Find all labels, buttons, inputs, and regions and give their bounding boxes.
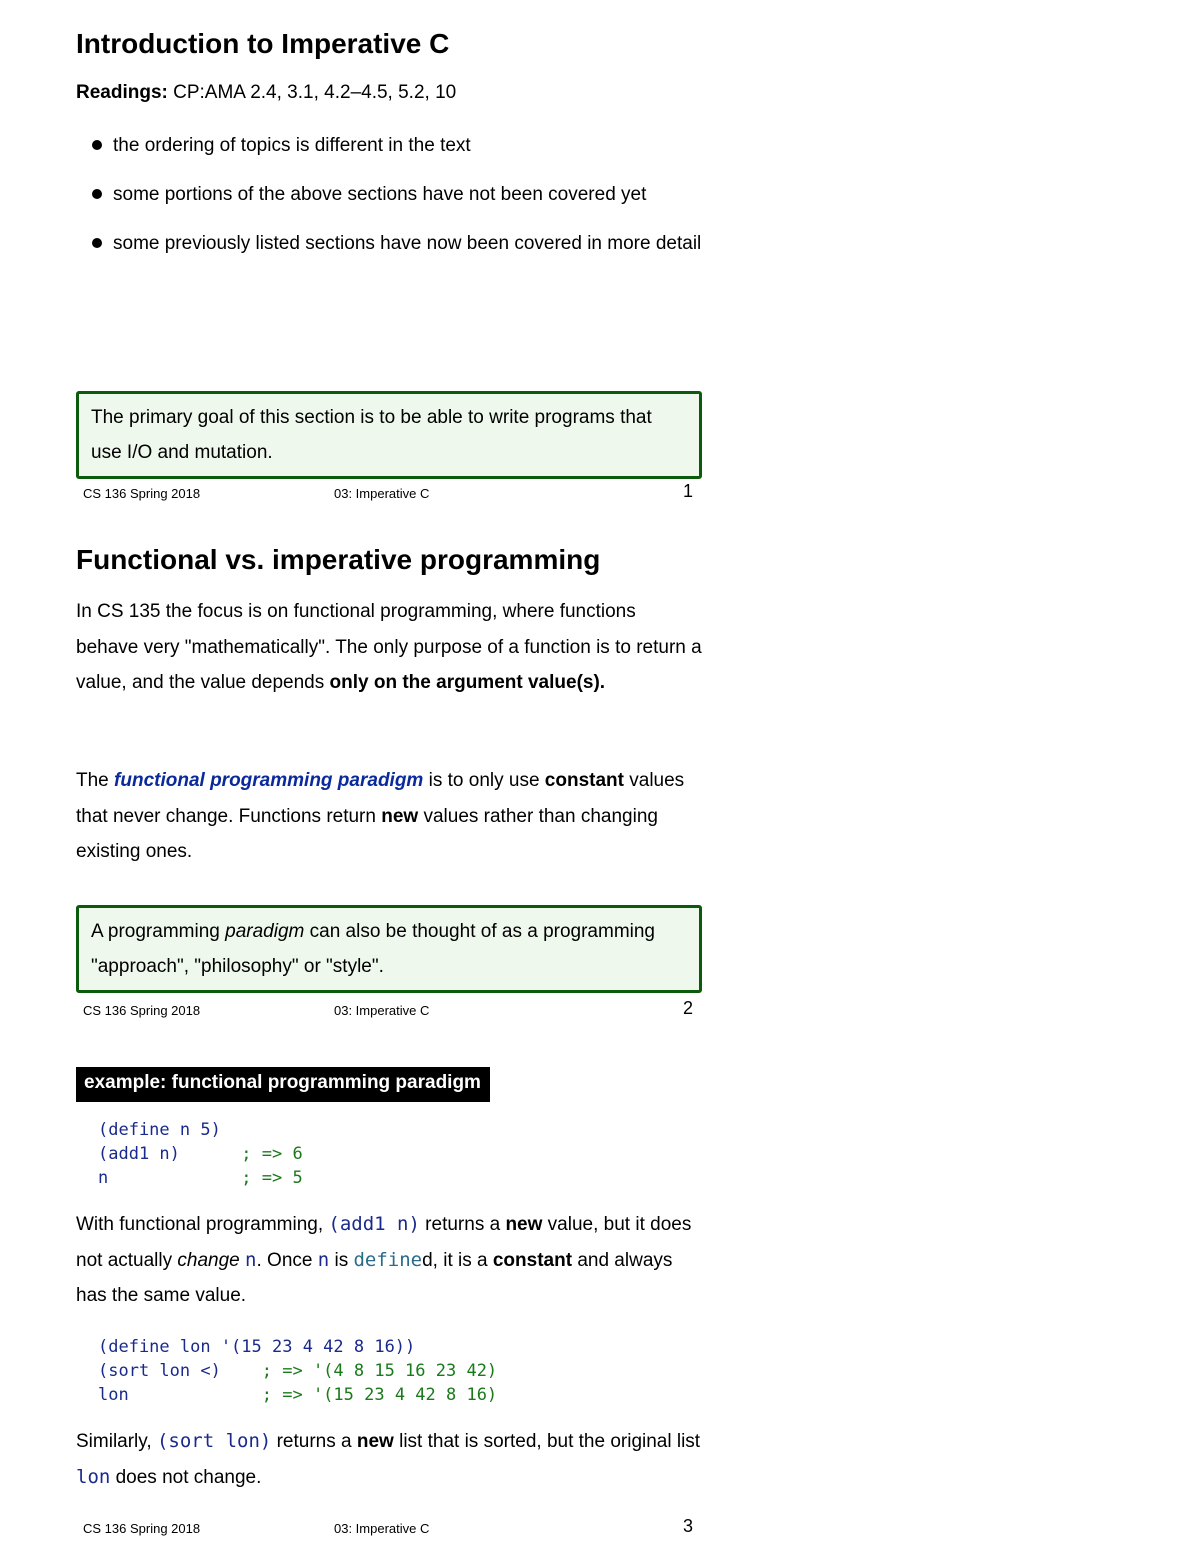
text-run: A programming xyxy=(91,921,226,942)
code-line xyxy=(98,1144,303,1164)
slide-1-footer xyxy=(83,481,693,504)
text-run: d, it is a xyxy=(422,1249,493,1271)
code-line xyxy=(98,1361,497,1381)
code-block-1 xyxy=(98,1118,303,1190)
slide-1-title: Introduction to Imperative C xyxy=(76,28,450,59)
footer-topic: 03: Imperative C xyxy=(334,1003,430,1018)
slide-2-title: Functional vs. imperative programming xyxy=(76,544,601,575)
footer-topic: 03: Imperative C xyxy=(334,486,430,501)
text-run: does not change. xyxy=(110,1466,262,1488)
bullet-dot-icon xyxy=(92,238,102,248)
code-block-2 xyxy=(98,1335,497,1407)
code-text: (define n 5) xyxy=(98,1120,221,1140)
footer-topic: 03: Imperative C xyxy=(334,1521,430,1536)
code-line xyxy=(98,1120,221,1140)
code-text: (define lon '(15 23 4 42 8 16)) xyxy=(98,1337,416,1357)
bold-text: new xyxy=(356,1431,394,1452)
inline-code: lon xyxy=(76,1465,111,1488)
code-comment: ; => 5 xyxy=(241,1168,303,1188)
bullet-text: the ordering of topics is different in the text xyxy=(113,135,471,156)
footer-course: CS 136 Spring 2018 xyxy=(83,486,201,501)
text-run: . Once xyxy=(256,1249,318,1271)
bullet-text: some portions of the above sections have not been covered yet xyxy=(113,184,647,205)
slide-2-paragraph-1 xyxy=(76,594,702,701)
text-run: and always has the same value. xyxy=(76,1249,673,1306)
text-run: can also be thought of as a programming "approach", "philosophy" or "style". xyxy=(91,921,655,977)
bold-text: new xyxy=(505,1214,543,1235)
bold-text: new xyxy=(381,805,419,827)
slide-2-paragraph-2 xyxy=(76,763,702,870)
code-line xyxy=(98,1168,303,1188)
bullet-text: some previously listed sections have now been covered in more detail xyxy=(113,233,702,254)
code-text: (sort lon <) xyxy=(98,1361,262,1381)
text-run: list that is sorted, but the original list xyxy=(393,1431,701,1452)
slide-3-paragraph-1 xyxy=(76,1207,702,1314)
text-run: returns a xyxy=(419,1214,506,1235)
footer-course: CS 136 Spring 2018 xyxy=(83,1003,201,1018)
text-run: With functional programming, xyxy=(76,1214,329,1235)
slide-1-bullet-list xyxy=(76,128,702,275)
keyword-highlight: functional programming paradigm xyxy=(114,770,424,791)
callout-text: The primary goal of this section is to be able to write programs that use I/O and mutation. xyxy=(91,407,652,463)
list-item xyxy=(76,177,702,212)
slide-3-example-banner: example: functional programming paradigm xyxy=(76,1067,490,1102)
slide-2-footer xyxy=(83,998,693,1021)
readings-line xyxy=(76,82,456,104)
italic-text: change xyxy=(177,1249,240,1271)
bullet-dot-icon xyxy=(92,189,102,199)
inline-code-keyword: define xyxy=(353,1248,423,1271)
bold-text: only on the argument value(s). xyxy=(329,672,606,693)
code-text: lon xyxy=(98,1385,262,1405)
readings-label: Readings: xyxy=(76,82,168,103)
code-line xyxy=(98,1337,415,1357)
readings-value: CP:AMA 2.4, 3.1, 4.2–4.5, 5.2, 10 xyxy=(167,82,457,103)
text-run: values that never change. Functions return xyxy=(76,770,685,827)
slide-2-callout-box xyxy=(76,905,702,993)
italic-text: paradigm xyxy=(225,921,305,942)
inline-code: n xyxy=(317,1248,330,1271)
code-text: n xyxy=(98,1168,242,1188)
footer-page-number: 2 xyxy=(682,998,693,1018)
text-run: is xyxy=(329,1249,354,1271)
text-run: Similarly, xyxy=(76,1431,157,1452)
text-run: values rather than changing existing ones. xyxy=(76,805,658,862)
footer-course: CS 136 Spring 2018 xyxy=(83,1521,201,1536)
list-item xyxy=(76,128,702,163)
list-item xyxy=(76,226,702,261)
footer-page-number: 1 xyxy=(682,481,693,501)
inline-code: n xyxy=(245,1248,257,1271)
text-run: In CS 135 the focus is on functional programming, where functions behave very "mathematically". The only purpose of a function is to return a value, and the value depends xyxy=(76,601,702,693)
code-comment: ; => 6 xyxy=(241,1144,303,1164)
text-run: is to only use xyxy=(423,770,545,791)
text-run: value, but it does not actually xyxy=(76,1214,692,1271)
slide-3-footer xyxy=(83,1516,693,1539)
text-run: returns a xyxy=(271,1431,357,1452)
inline-code: (add1 n) xyxy=(328,1213,420,1235)
bold-text: constant xyxy=(544,770,624,791)
code-comment: ; => '(4 8 15 16 23 42) xyxy=(261,1361,498,1381)
bold-text: constant xyxy=(492,1249,573,1271)
inline-code: (sort lon) xyxy=(156,1430,272,1452)
code-comment: ; => '(15 23 4 42 8 16) xyxy=(261,1385,498,1405)
code-line xyxy=(98,1385,497,1405)
slide-3-paragraph-2 xyxy=(76,1424,702,1495)
code-text: (add1 n) xyxy=(98,1144,242,1164)
footer-page-number: 3 xyxy=(682,1516,693,1536)
text-run: The xyxy=(76,770,115,791)
bullet-dot-icon xyxy=(92,140,102,150)
slide-1-callout-box xyxy=(76,391,702,479)
